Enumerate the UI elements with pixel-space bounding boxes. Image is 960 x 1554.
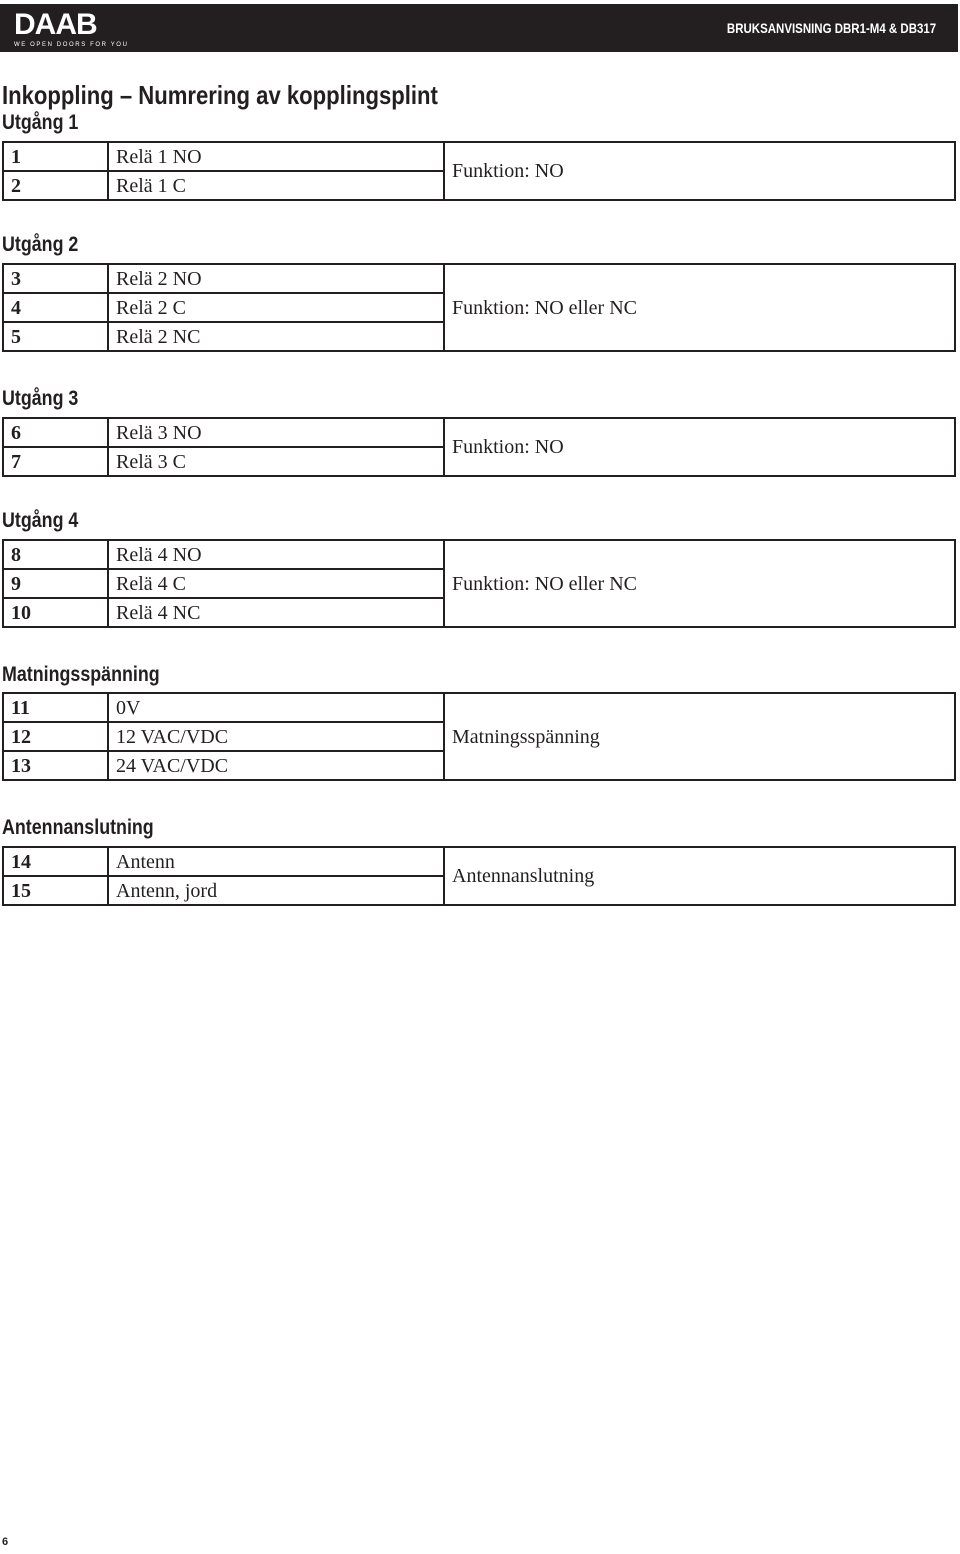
terminal-function: Matningsspänning — [444, 693, 955, 780]
terminal-number: 2 — [3, 171, 108, 200]
terminal-number: 6 — [3, 418, 108, 447]
terminal-label: Relä 4 NC — [108, 598, 444, 627]
terminal-function: Funktion: NO eller NC — [444, 264, 955, 351]
section-heading-matningsspanning: Matningsspänning — [2, 663, 160, 686]
terminal-table-utgang-4 — [2, 539, 956, 628]
section-heading-utgang-3: Utgång 3 — [2, 387, 79, 410]
terminal-number: 8 — [3, 540, 108, 569]
terminal-number: 10 — [3, 598, 108, 627]
terminal-number: 13 — [3, 751, 108, 780]
page-number: 6 — [2, 1536, 9, 1548]
daab-logo — [14, 8, 134, 50]
section-heading-utgang-4: Utgång 4 — [2, 509, 79, 532]
terminal-label: Relä 4 C — [108, 569, 444, 598]
terminal-number: 5 — [3, 322, 108, 351]
terminal-number: 1 — [3, 142, 108, 171]
terminal-function: Funktion: NO eller NC — [444, 540, 955, 627]
section-heading-utgang-1: Utgång 1 — [2, 111, 79, 134]
table-row — [3, 847, 955, 876]
terminal-label: Relä 3 C — [108, 447, 444, 476]
section-heading-antennanslutning: Antennanslutning — [2, 816, 154, 839]
table-row — [3, 540, 955, 569]
terminal-function: Funktion: NO — [444, 142, 955, 200]
terminal-label: Relä 4 NO — [108, 540, 444, 569]
terminal-table-antennanslutning — [2, 846, 956, 906]
terminal-label: Antenn, jord — [108, 876, 444, 905]
terminal-label: Relä 2 NO — [108, 264, 444, 293]
terminal-number: 15 — [3, 876, 108, 905]
terminal-label: 24 VAC/VDC — [108, 751, 444, 780]
terminal-number: 14 — [3, 847, 108, 876]
table-row — [3, 264, 955, 293]
terminal-label: Relä 2 NC — [108, 322, 444, 351]
terminal-table-matningsspanning — [2, 692, 956, 781]
terminal-label: Relä 1 C — [108, 171, 444, 200]
table-row — [3, 693, 955, 722]
terminal-number: 9 — [3, 569, 108, 598]
terminal-number: 4 — [3, 293, 108, 322]
section-heading-utgang-2: Utgång 2 — [2, 233, 79, 256]
terminal-number: 12 — [3, 722, 108, 751]
terminal-label: Relä 2 C — [108, 293, 444, 322]
terminal-number: 3 — [3, 264, 108, 293]
terminal-label: Relä 3 NO — [108, 418, 444, 447]
logo-tagline: WE OPEN DOORS FOR YOU — [14, 42, 129, 48]
terminal-label: Relä 1 NO — [108, 142, 444, 171]
terminal-number: 7 — [3, 447, 108, 476]
terminal-table-utgang-3 — [2, 417, 956, 477]
table-row — [3, 418, 955, 447]
terminal-table-utgang-1 — [2, 141, 956, 201]
terminal-label: Antenn — [108, 847, 444, 876]
page-title: Inkoppling – Numrering av kopplingsplint — [2, 80, 438, 110]
terminal-function: Funktion: NO — [444, 418, 955, 476]
terminal-table-utgang-2 — [2, 263, 956, 352]
document-title: BRUKSANVISNING DBR1-M4 & DB317 — [726, 20, 936, 36]
terminal-label: 0V — [108, 693, 444, 722]
table-row — [3, 142, 955, 171]
terminal-number: 11 — [3, 693, 108, 722]
terminal-label: 12 VAC/VDC — [108, 722, 444, 751]
terminal-function: Antennanslutning — [444, 847, 955, 905]
logo-wordmark: DAAB — [14, 8, 97, 41]
page-header — [0, 4, 958, 52]
